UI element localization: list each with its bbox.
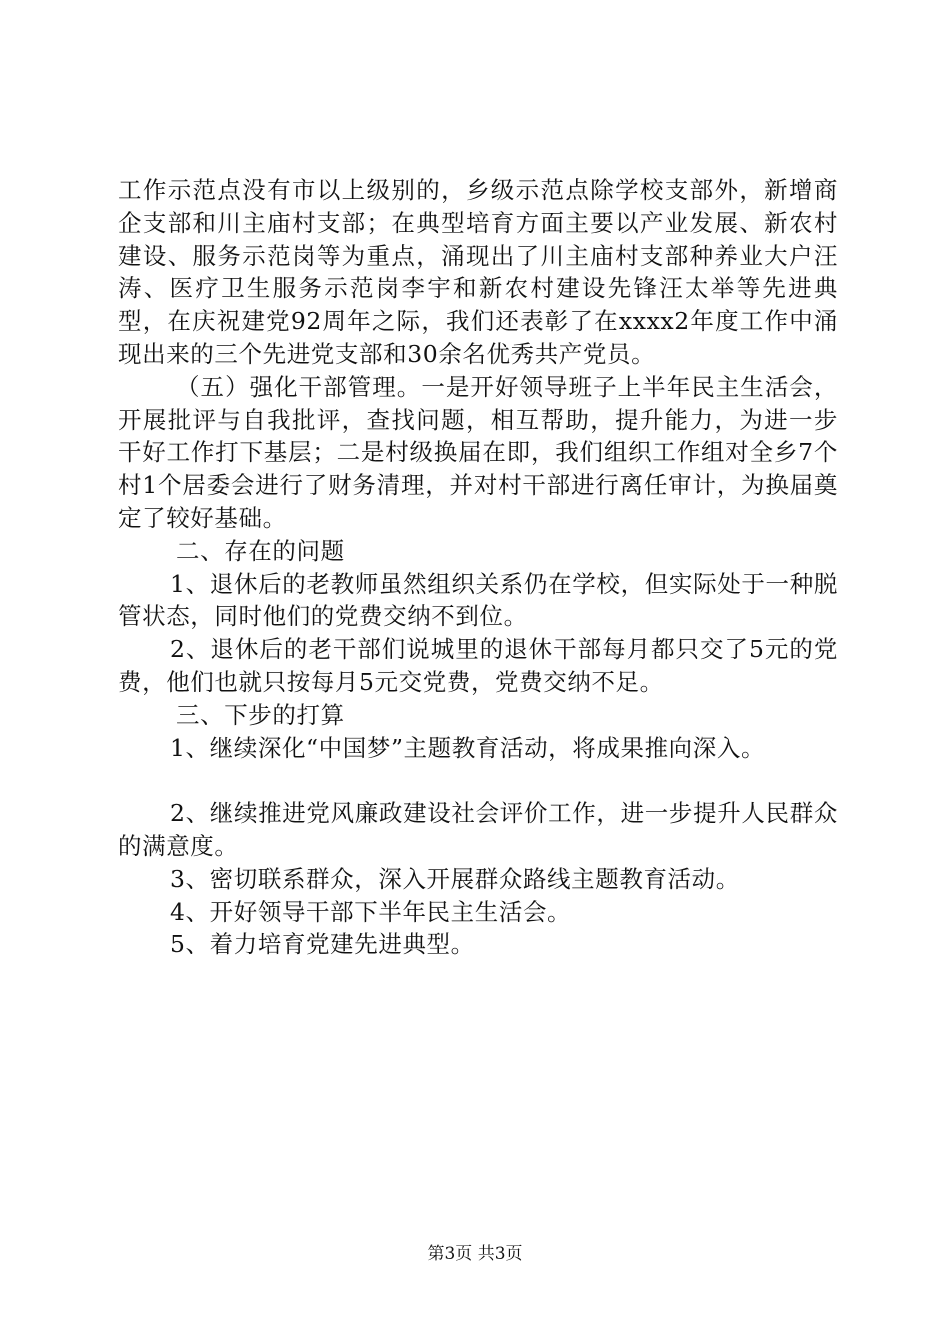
list-item-plan-1: 1、继续深化“中国梦”主题教育活动，将成果推向深入。 — [170, 733, 766, 762]
paragraph-cadre-management: （五）强化干部管理。一是开好领导班子上半年民主生活会，开展批评与自我批评，查找问题，相互帮助，提升能力，为进一步干好工作打下基层；二是村级换届在即，我们组织工作组对全乡7个村1个居委会进行了财务清理，并对村干部进行离任审计，为换届奠定了较好基础。 — [118, 372, 838, 532]
list-item-plan-4: 4、开好领导干部下半年民主生活会。 — [170, 897, 572, 926]
list-item-plan-5: 5、着力培育党建先进典型。 — [170, 930, 475, 959]
section-heading-problems: 二、存在的问题 — [176, 536, 345, 565]
blank-line — [118, 764, 838, 797]
section-heading-next-steps: 三、下步的打算 — [176, 700, 345, 729]
list-item-problem-1: 1、退休后的老教师虽然组织关系仍在学校，但实际处于一种脱管状态，同时他们的党费交纳不到位。 — [118, 569, 838, 631]
list-item-problem-2: 2、退休后的老干部们说城里的退休干部每月都只交了5元的党费，他们也就只按每月5元交党费，党费交纳不足。 — [118, 635, 838, 696]
paragraph-typical-cultivation: 工作示范点没有市以上级别的，乡级示范点除学校支部外，新增商企支部和川主庙村支部；在典型培育方面主要以产业发展、新农村建设、服务示范岗等为重点，涌现出了川主庙村支部种养业大户汪涛、医疗卫生服务示范岗李宇和新农村建设先锋汪太举等先进典型，在庆祝建党92周年之际，我们还表彰了在xxxx2年度工作中涌现出来的三个先进党支部和30余名优秀共产党员。 — [118, 176, 838, 368]
list-item-plan-2: 2、继续推进党风廉政建设社会评价工作，进一步提升人民群众的满意度。 — [118, 799, 838, 860]
document-body — [118, 174, 838, 961]
list-item-plan-3: 3、密切联系群众，深入开展群众路线主题教育活动。 — [170, 864, 740, 893]
page-footer: 第3页 共3页 — [427, 1244, 523, 1264]
